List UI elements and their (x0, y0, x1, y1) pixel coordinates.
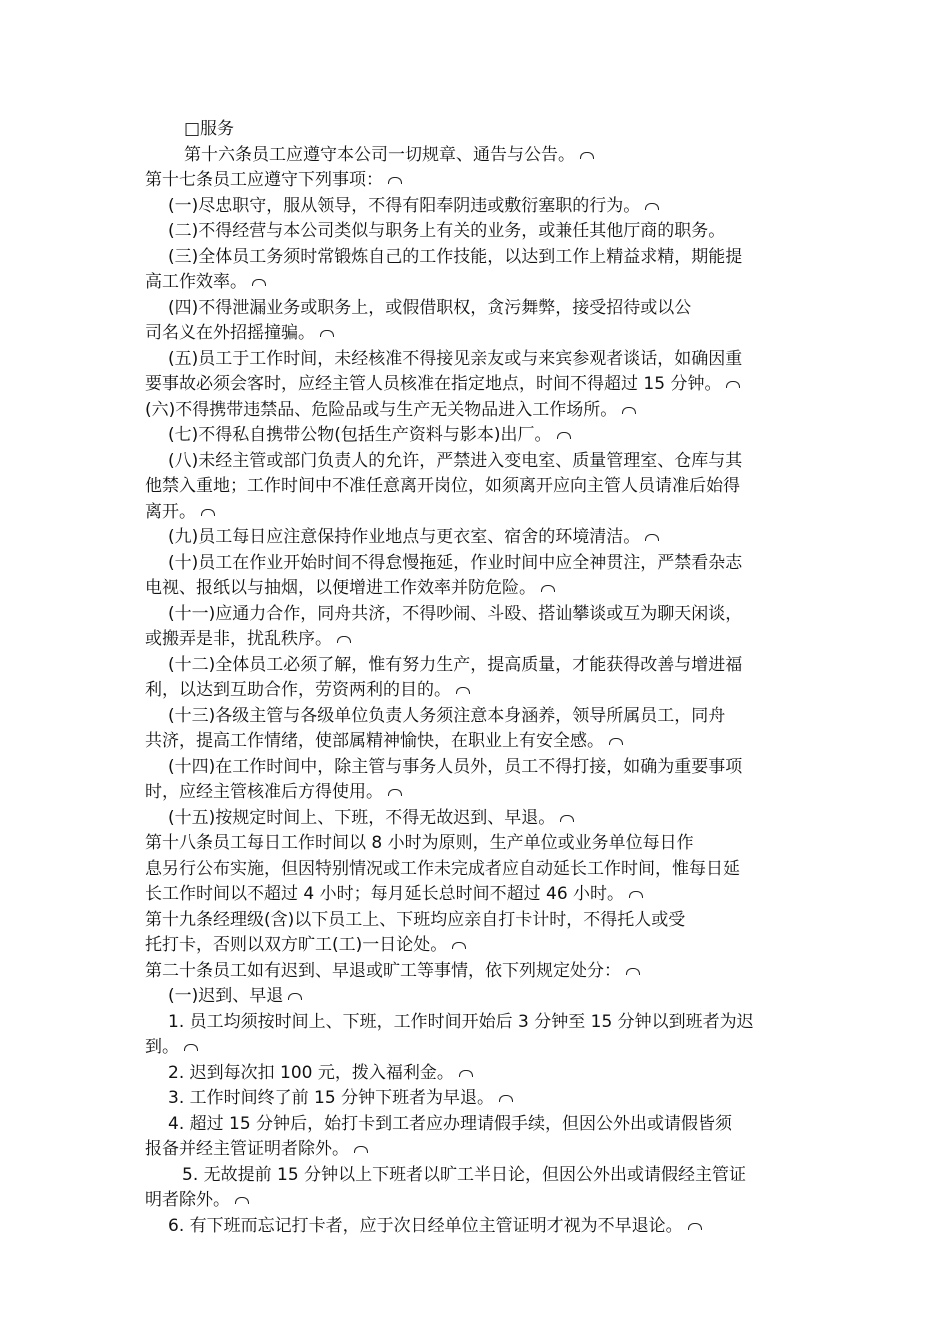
article-18-line-2 (145, 856, 740, 882)
paragraph-mark-icon (609, 738, 623, 745)
rule-5-line-2 (145, 1187, 249, 1213)
item-14-line-1 (168, 754, 742, 780)
item-11-line-1 (168, 601, 742, 627)
rule-1-line-2 (145, 1034, 198, 1060)
item-4-line-2 (145, 320, 334, 346)
item-9 (168, 524, 659, 550)
line-text: 利，以达到互助合作，劳资两利的目的。 (145, 680, 451, 700)
item-10-line-2 (145, 575, 555, 601)
line-text: 要事故必须会客时，应经主管人员核准在指定地点，时间不得超过 15 分钟。 (145, 374, 722, 394)
item-10-line-1 (168, 550, 742, 576)
item-3-line-1 (168, 244, 808, 270)
line-text: 报备并经主管证明者除外。 (145, 1139, 349, 1159)
item-14-line-2 (145, 779, 402, 805)
paragraph-mark-icon (235, 1197, 249, 1204)
line-text: (一)尽忠职守，服从领导，不得有阳奉阴违或敷衍塞职的行为。 (168, 196, 641, 216)
line-text: 4. 超过 15 分钟后，始打卡到工者应办理请假手续，但因公外出或请假皆须 (168, 1114, 733, 1134)
paragraph-mark-icon (452, 942, 466, 949)
line-text: (四)不得泄漏业务或职务上，或假借职权，贪污舞弊，接受招待或以公 (168, 298, 692, 318)
paragraph-mark-icon (645, 203, 659, 210)
paragraph-mark-icon (688, 1223, 702, 1230)
paragraph-mark-icon (320, 330, 334, 337)
paragraph-mark-icon (459, 1070, 473, 1077)
paragraph-mark-icon (354, 1146, 368, 1153)
paragraph-mark-icon (626, 968, 640, 975)
item-1 (168, 193, 659, 219)
line-text: (八)未经主管或部门负责人的允许，严禁进入变电室、质量管理室、仓库与其 (168, 451, 743, 471)
article-17 (145, 167, 402, 193)
line-text: (十三)各级主管与各级单位负责人务须注意本身涵养，领导所属员工，同舟 (168, 706, 726, 726)
line-text: 第十八条员工每日工作时间以 8 小时为原则，生产单位或业务单位每日作 (145, 833, 694, 853)
line-text: 时，应经主管核准后方得使用。 (145, 782, 383, 802)
paragraph-mark-icon (337, 636, 351, 643)
line-text: 1. 员工均须按时间上、下班，工作时间开始后 3 分钟至 15 分钟以到班者为迟 (168, 1012, 754, 1032)
paragraph-mark-icon (456, 687, 470, 694)
line-text: □服务 (184, 119, 235, 139)
line-text: 长工作时间以不超过 4 小时；每月延长总时间不超过 46 小时。 (145, 884, 625, 904)
item-8-line-2 (145, 473, 740, 499)
line-text: (十一)应通力合作，同舟共济，不得吵闹、斗殴、搭讪攀谈或互为聊天闲谈， (168, 604, 743, 624)
line-text: 托打卡，否则以双方旷工(工)一日论处。 (145, 935, 448, 955)
line-text: 3. 工作时间终了前 15 分钟下班者为早退。 (168, 1088, 495, 1108)
article-19-line-2 (145, 932, 466, 958)
line-text: (六)不得携带违禁品、危险品或与生产无关物品进入工作场所。 (145, 400, 618, 420)
line-text: 电视、报纸以与抽烟，以便增进工作效率并防危险。 (145, 578, 536, 598)
line-text: 到。 (145, 1037, 179, 1057)
item-7 (168, 422, 571, 448)
paragraph-mark-icon (580, 152, 594, 159)
line-text: 他禁入重地；工作时间中不准任意离开岗位，如须离开应向主管人员请准后始得 (145, 476, 740, 496)
paragraph-mark-icon (388, 789, 402, 796)
paragraph-mark-icon (557, 432, 571, 439)
rule-4-line-1 (168, 1111, 732, 1137)
line-text: 第十七条员工应遵守下列事项： (145, 170, 383, 190)
line-text: (七)不得私自携带公物(包括生产资料与影本)出厂。 (168, 425, 552, 445)
line-text: (十二)全体员工必须了解，惟有努力生产，提高质量，才能获得改善与增进福 (168, 655, 743, 675)
line-text: (三)全体员工务须时常锻炼自己的工作技能，以达到工作上精益求精，期能提 (168, 247, 743, 267)
article-19-line-1 (145, 907, 685, 933)
article-18-line-1 (145, 830, 694, 856)
rule-6 (168, 1213, 702, 1239)
line-text: 2. 迟到每次扣 100 元，拨入福利金。 (168, 1063, 454, 1083)
line-text: (十)员工在作业开始时间不得怠慢拖延，作业时间中应全神贯注，严禁看杂志 (168, 553, 743, 573)
paragraph-mark-icon (201, 509, 215, 516)
line-text: 5. 无故提前 15 分钟以上下班者以旷工半日论，但因公外出或请假经主管证 (182, 1165, 747, 1185)
line-text: (十四)在工作时间中，除主管与事务人员外，员工不得打接，如确为重要事项 (168, 757, 743, 777)
line-text: 或搬弄是非，扰乱秩序。 (145, 629, 332, 649)
line-text: 第二十条员工如有迟到、早退或旷工等事情，依下列规定处分： (145, 961, 621, 981)
line-text: (五)员工于工作时间，未经核准不得接见亲友或与来宾参观者谈话，如确因重 (168, 349, 743, 369)
item-12-line-2 (145, 677, 470, 703)
item-13-line-1 (168, 703, 725, 729)
paragraph-mark-icon (388, 177, 402, 184)
article-18-line-3 (145, 881, 643, 907)
heading-fuwu (184, 116, 234, 142)
article-20 (145, 958, 640, 984)
rule-2 (168, 1060, 473, 1086)
paragraph-mark-icon (629, 891, 643, 898)
item-12-line-1 (168, 652, 742, 678)
line-text: 第十九条经理级(含)以下员工上、下班均应亲自打卡计时，不得托人或受 (145, 910, 686, 930)
paragraph-mark-icon (288, 993, 302, 1000)
line-text: 离开。 (145, 502, 196, 522)
paragraph-mark-icon (252, 279, 266, 286)
item-5-line-1 (168, 346, 742, 372)
line-text: 司名义在外招摇撞骗。 (145, 323, 315, 343)
paragraph-mark-icon (499, 1095, 513, 1102)
item-13-line-2 (145, 728, 623, 754)
rule-5-line-1 (182, 1162, 746, 1188)
line-text: 共济，提高工作情绪，使部属精神愉快，在职业上有安全感。 (145, 731, 604, 751)
item-5-line-2 (145, 371, 740, 397)
line-text: (十五)按规定时间上、下班，不得无故迟到、早退。 (168, 808, 556, 828)
item-11-line-2 (145, 626, 351, 652)
line-text: 第十六条员工应遵守本公司一切规章、通告与公告。 (184, 145, 575, 165)
rule-3 (168, 1085, 513, 1111)
item-2 (168, 218, 725, 244)
item-15 (168, 805, 574, 831)
section-1 (168, 983, 302, 1009)
paragraph-mark-icon (645, 534, 659, 541)
paragraph-mark-icon (184, 1044, 198, 1051)
line-text: 6. 有下班而忘记打卡者，应于次日经单位主管证明才视为不早退论。 (168, 1216, 683, 1236)
paragraph-mark-icon (560, 815, 574, 822)
item-3-line-2 (145, 269, 266, 295)
paragraph-mark-icon (541, 585, 555, 592)
item-6 (145, 397, 636, 423)
rule-1-line-1 (168, 1009, 754, 1035)
article-16 (184, 142, 594, 168)
rule-4-line-2 (145, 1136, 368, 1162)
line-text: 明者除外。 (145, 1190, 230, 1210)
paragraph-mark-icon (622, 407, 636, 414)
item-8-line-1 (168, 448, 742, 474)
item-4-line-1 (168, 295, 691, 321)
line-text: (一)迟到、早退 (168, 986, 284, 1006)
item-8-line-3 (145, 499, 215, 525)
line-text: 息另行公布实施，但因特别情况或工作未完成者应自动延长工作时间，惟每日延 (145, 859, 740, 879)
line-text: (九)员工每日应注意保持作业地点与更衣室、宿舍的环境清洁。 (168, 527, 641, 547)
line-text: (二)不得经营与本公司类似与职务上有关的业务，或兼任其他厅商的职务。 (168, 221, 726, 241)
line-text: 高工作效率。 (145, 272, 247, 292)
paragraph-mark-icon (726, 381, 740, 388)
